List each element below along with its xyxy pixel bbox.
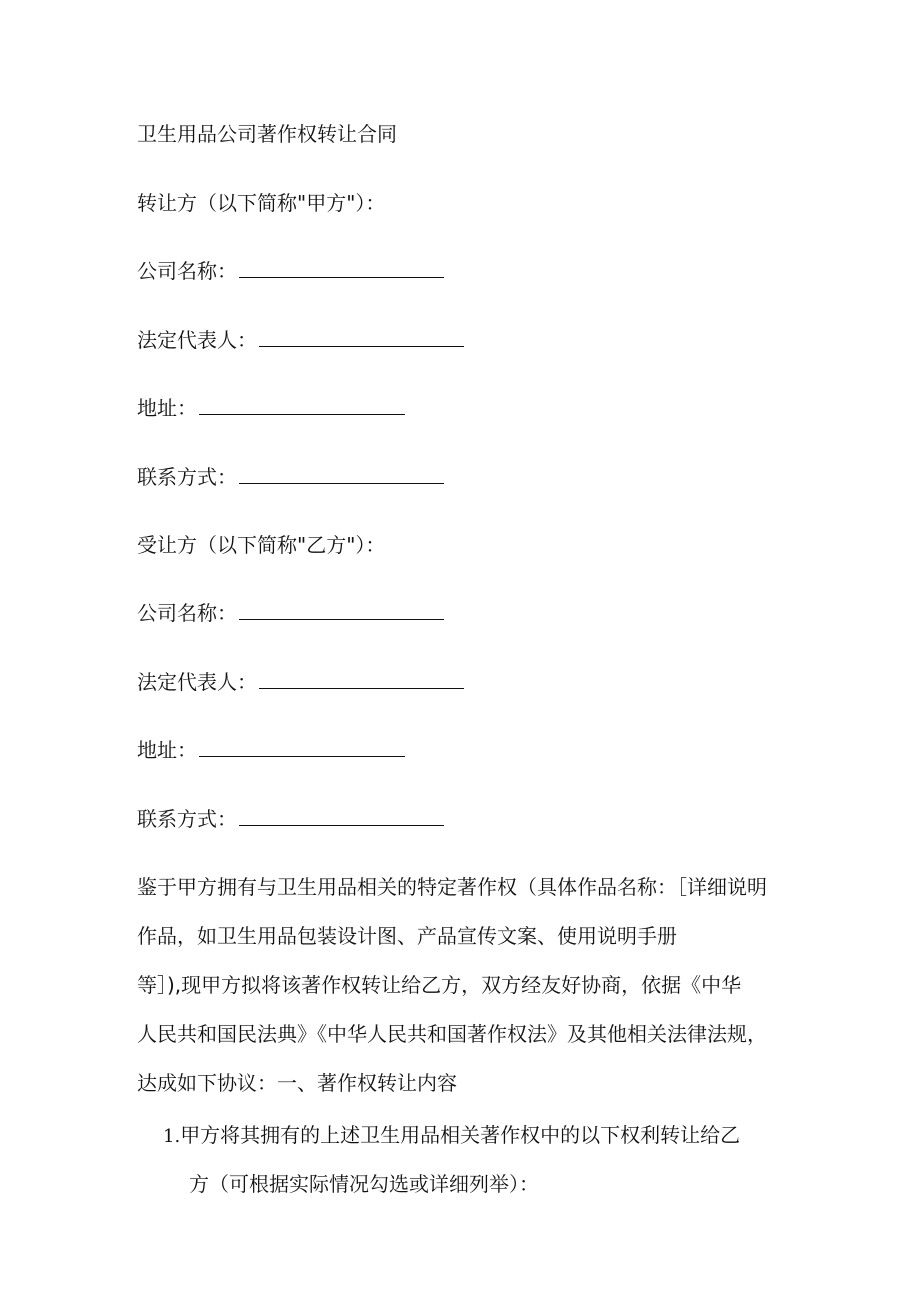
preamble-line: 作品，如卫生用品包装设计图、产品宣传文案、使用说明手册 — [137, 924, 677, 948]
party-b-rep-blank[interactable] — [259, 668, 464, 689]
preamble-line: 人民共和国民法典》《中华人民共和国著作权法》及其他相关法律法规， — [137, 1022, 767, 1046]
party-a-contact-row — [137, 463, 444, 491]
party-b-address-label: 地址： — [137, 738, 197, 762]
party-b-heading: 受让方（以下简称"乙方"）： — [137, 533, 386, 557]
party-a-address-row — [137, 394, 405, 422]
party-b-address-row — [137, 736, 405, 764]
party-b-rep-row — [137, 668, 464, 696]
preamble-line: 等］),现甲方拟将该著作权转让给乙方，双方经友好协商，依据《中华 — [137, 973, 742, 997]
preamble-line: 达成如下协议：一、著作权转让内容 — [137, 1071, 457, 1095]
party-a-rep-row — [137, 326, 464, 354]
party-a-address-blank[interactable] — [199, 394, 405, 415]
party-b-contact-blank[interactable] — [239, 805, 444, 826]
party-b-contact-label: 联系方式： — [137, 807, 237, 831]
party-a-contact-label: 联系方式： — [137, 465, 237, 489]
party-b-company-label: 公司名称： — [137, 601, 237, 625]
clause-1-line-2: 方（可根据实际情况勾选或详细列举）： — [189, 1172, 539, 1196]
clause-1-text-1: 甲方将其拥有的上述卫生用品相关著作权中的以下权利转让给乙 — [180, 1123, 741, 1147]
party-a-company-label: 公司名称： — [137, 259, 237, 283]
party-b-address-blank[interactable] — [199, 736, 405, 757]
party-a-address-label: 地址： — [137, 396, 197, 420]
preamble-line: 鉴于甲方拥有与卫生用品相关的特定著作权（具体作品名称：［详细说明 — [137, 875, 767, 899]
clause-number: 1. — [163, 1126, 181, 1147]
clause-1 — [163, 1121, 803, 1219]
party-b-rep-label: 法定代表人： — [137, 670, 257, 694]
party-a-contact-blank[interactable] — [239, 463, 444, 484]
party-a-rep-blank[interactable] — [259, 326, 464, 347]
preamble-paragraph — [137, 873, 797, 1118]
party-a-company-blank[interactable] — [239, 257, 444, 278]
party-b-company-blank[interactable] — [239, 599, 444, 620]
party-b-contact-row — [137, 805, 444, 833]
document-title: 卫生用品公司著作权转让合同 — [137, 122, 397, 146]
party-a-rep-label: 法定代表人： — [137, 328, 257, 352]
party-a-heading: 转让方（以下简称"甲方"）： — [137, 191, 386, 215]
party-a-company-row — [137, 257, 444, 285]
party-b-company-row — [137, 599, 444, 627]
clause-1-line-1 — [163, 1121, 803, 1170]
